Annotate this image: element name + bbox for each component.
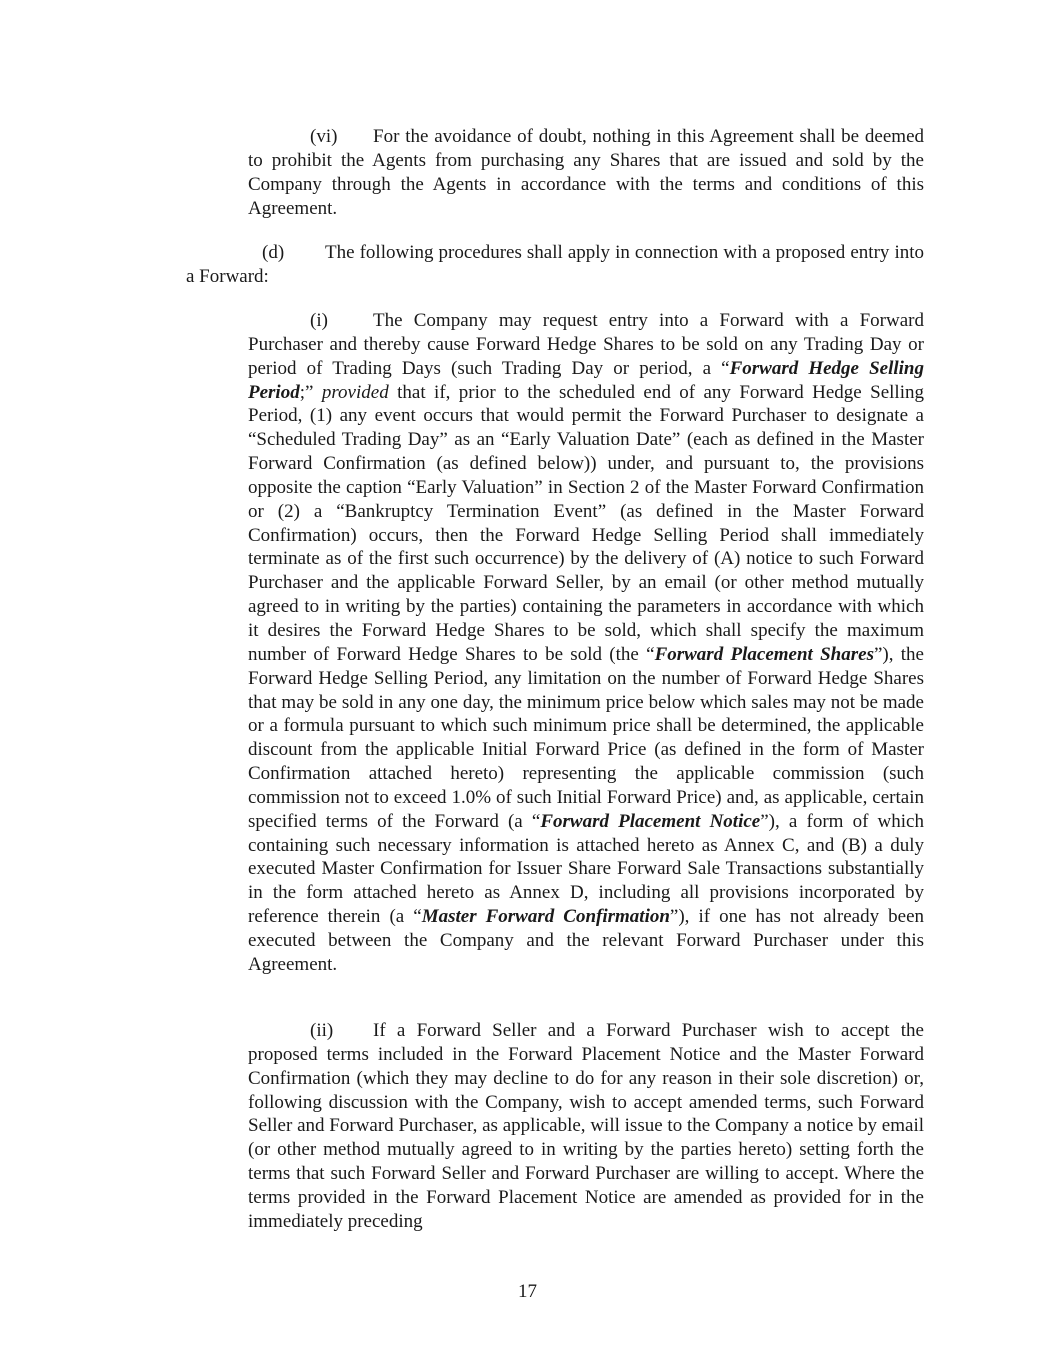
paragraph-vi [248, 125, 924, 220]
paragraph-text: If a Forward Seller and a Forward Purchaser wish to accept the proposed terms included in the Forward Placement Notice and the Master Forward Confirmation (which they may decline to do for any reason in their sole discretion) or, following discussion with the Company, wish to accept amended terms, such Forward Seller and Forward Purchaser, as applicable, will issue to the Company a notice by email (or other method mutually agreed to in writing by the parties hereto) setting forth the terms that such Forward Seller and Forward Purchaser are willing to accept. Where the terms provided in the Forward Placement Notice are amended as provided for in the immediately preceding [248, 1020, 924, 1232]
emphasis-text: provided [321, 381, 389, 403]
paragraph-text: ”), a form of which containing such necessary information is attached hereto as Annex C, and (B) a duly executed Master Confirmation for Issuer Share Forward Sale Transactions substantially in the form attached hereto as Annex D, including all provisions incorporated by reference therein (a “ [248, 810, 924, 928]
paragraph-number: (ii) [310, 1020, 334, 1041]
defined-term: Master Forward Confirmation [421, 906, 670, 928]
paragraph-number: (vi) [310, 126, 338, 147]
paragraph-number: (d) [262, 242, 285, 263]
paragraph-text: ”), the Forward Hedge Selling Period, any limitation on the number of Forward Hedge Shares that may be sold in any one day, the minimum price below which sales may not be made or a formula pursuant to which such minimum price shall be determined, the applicable discount from the applicable Initial Forward Price (as defined in the form of Master Confirmation attached hereto) representing the applicable commission (such commission not to exceed 1.0% of such Initial Forward Price) and, as applicable, certain specified terms of the Forward (a “ [248, 643, 924, 832]
paragraph-number: (i) [310, 310, 328, 331]
paragraph-text: For the avoidance of doubt, nothing in this Agreement shall be deemed to prohibit the Agents from purchasing any Shares that are issued and sold by the Company through the Agents in accordance with the terms and conditions of this Agreement. [248, 126, 924, 219]
paragraph-text: ;” [299, 381, 322, 403]
defined-term: Forward Placement Shares [654, 643, 874, 665]
defined-term: Forward Placement Notice [540, 810, 761, 832]
paragraph-text: The following procedures shall apply in connection with a proposed entry into a Forward: [186, 242, 924, 287]
paragraph-text: ”), if one has not already been executed between the Company and the relevant Forward Purchaser under this Agreement. [248, 906, 925, 975]
paragraph-text: The Company may request entry into a Forward with a Forward Purchaser and thereby cause Forward Hedge Shares to be sold on any Trading Day or period of Trading Days (such Trading Day or period, a “ [248, 310, 924, 379]
paragraph-i [248, 309, 924, 977]
page-number: 17 [518, 1281, 537, 1302]
paragraph-text: that if, prior to the scheduled end of any Forward Hedge Selling Period, (1) any event occurs that would permit the Forward Purchaser to designate a “Scheduled Trading Day” as an “Early Valuation Date” (each as defined in the Master Forward Confirmation (as defined below)) under, and pursuant to, the provisions opposite the caption “Early Valuation” in Section 2 of the Master Forward Confirmation or (2) a “Bankruptcy Termination Event” (as defined in the Master Forward Confirmation) occurs, then the Forward Hedge Selling Period shall immediately terminate as of the first such occurrence) by the delivery of (A) notice to such Forward Purchaser and the applicable Forward Seller, by an email (or other method mutually agreed to in writing by the parties) containing the parameters in accordance with which it desires the Forward Hedge Shares to be sold, which shall specify the maximum number of Forward Hedge Shares to be sold (the “ [248, 381, 924, 665]
paragraph-ii [248, 1019, 924, 1234]
defined-term: Forward Hedge Selling Period [248, 357, 924, 403]
paragraph-d [186, 241, 924, 289]
